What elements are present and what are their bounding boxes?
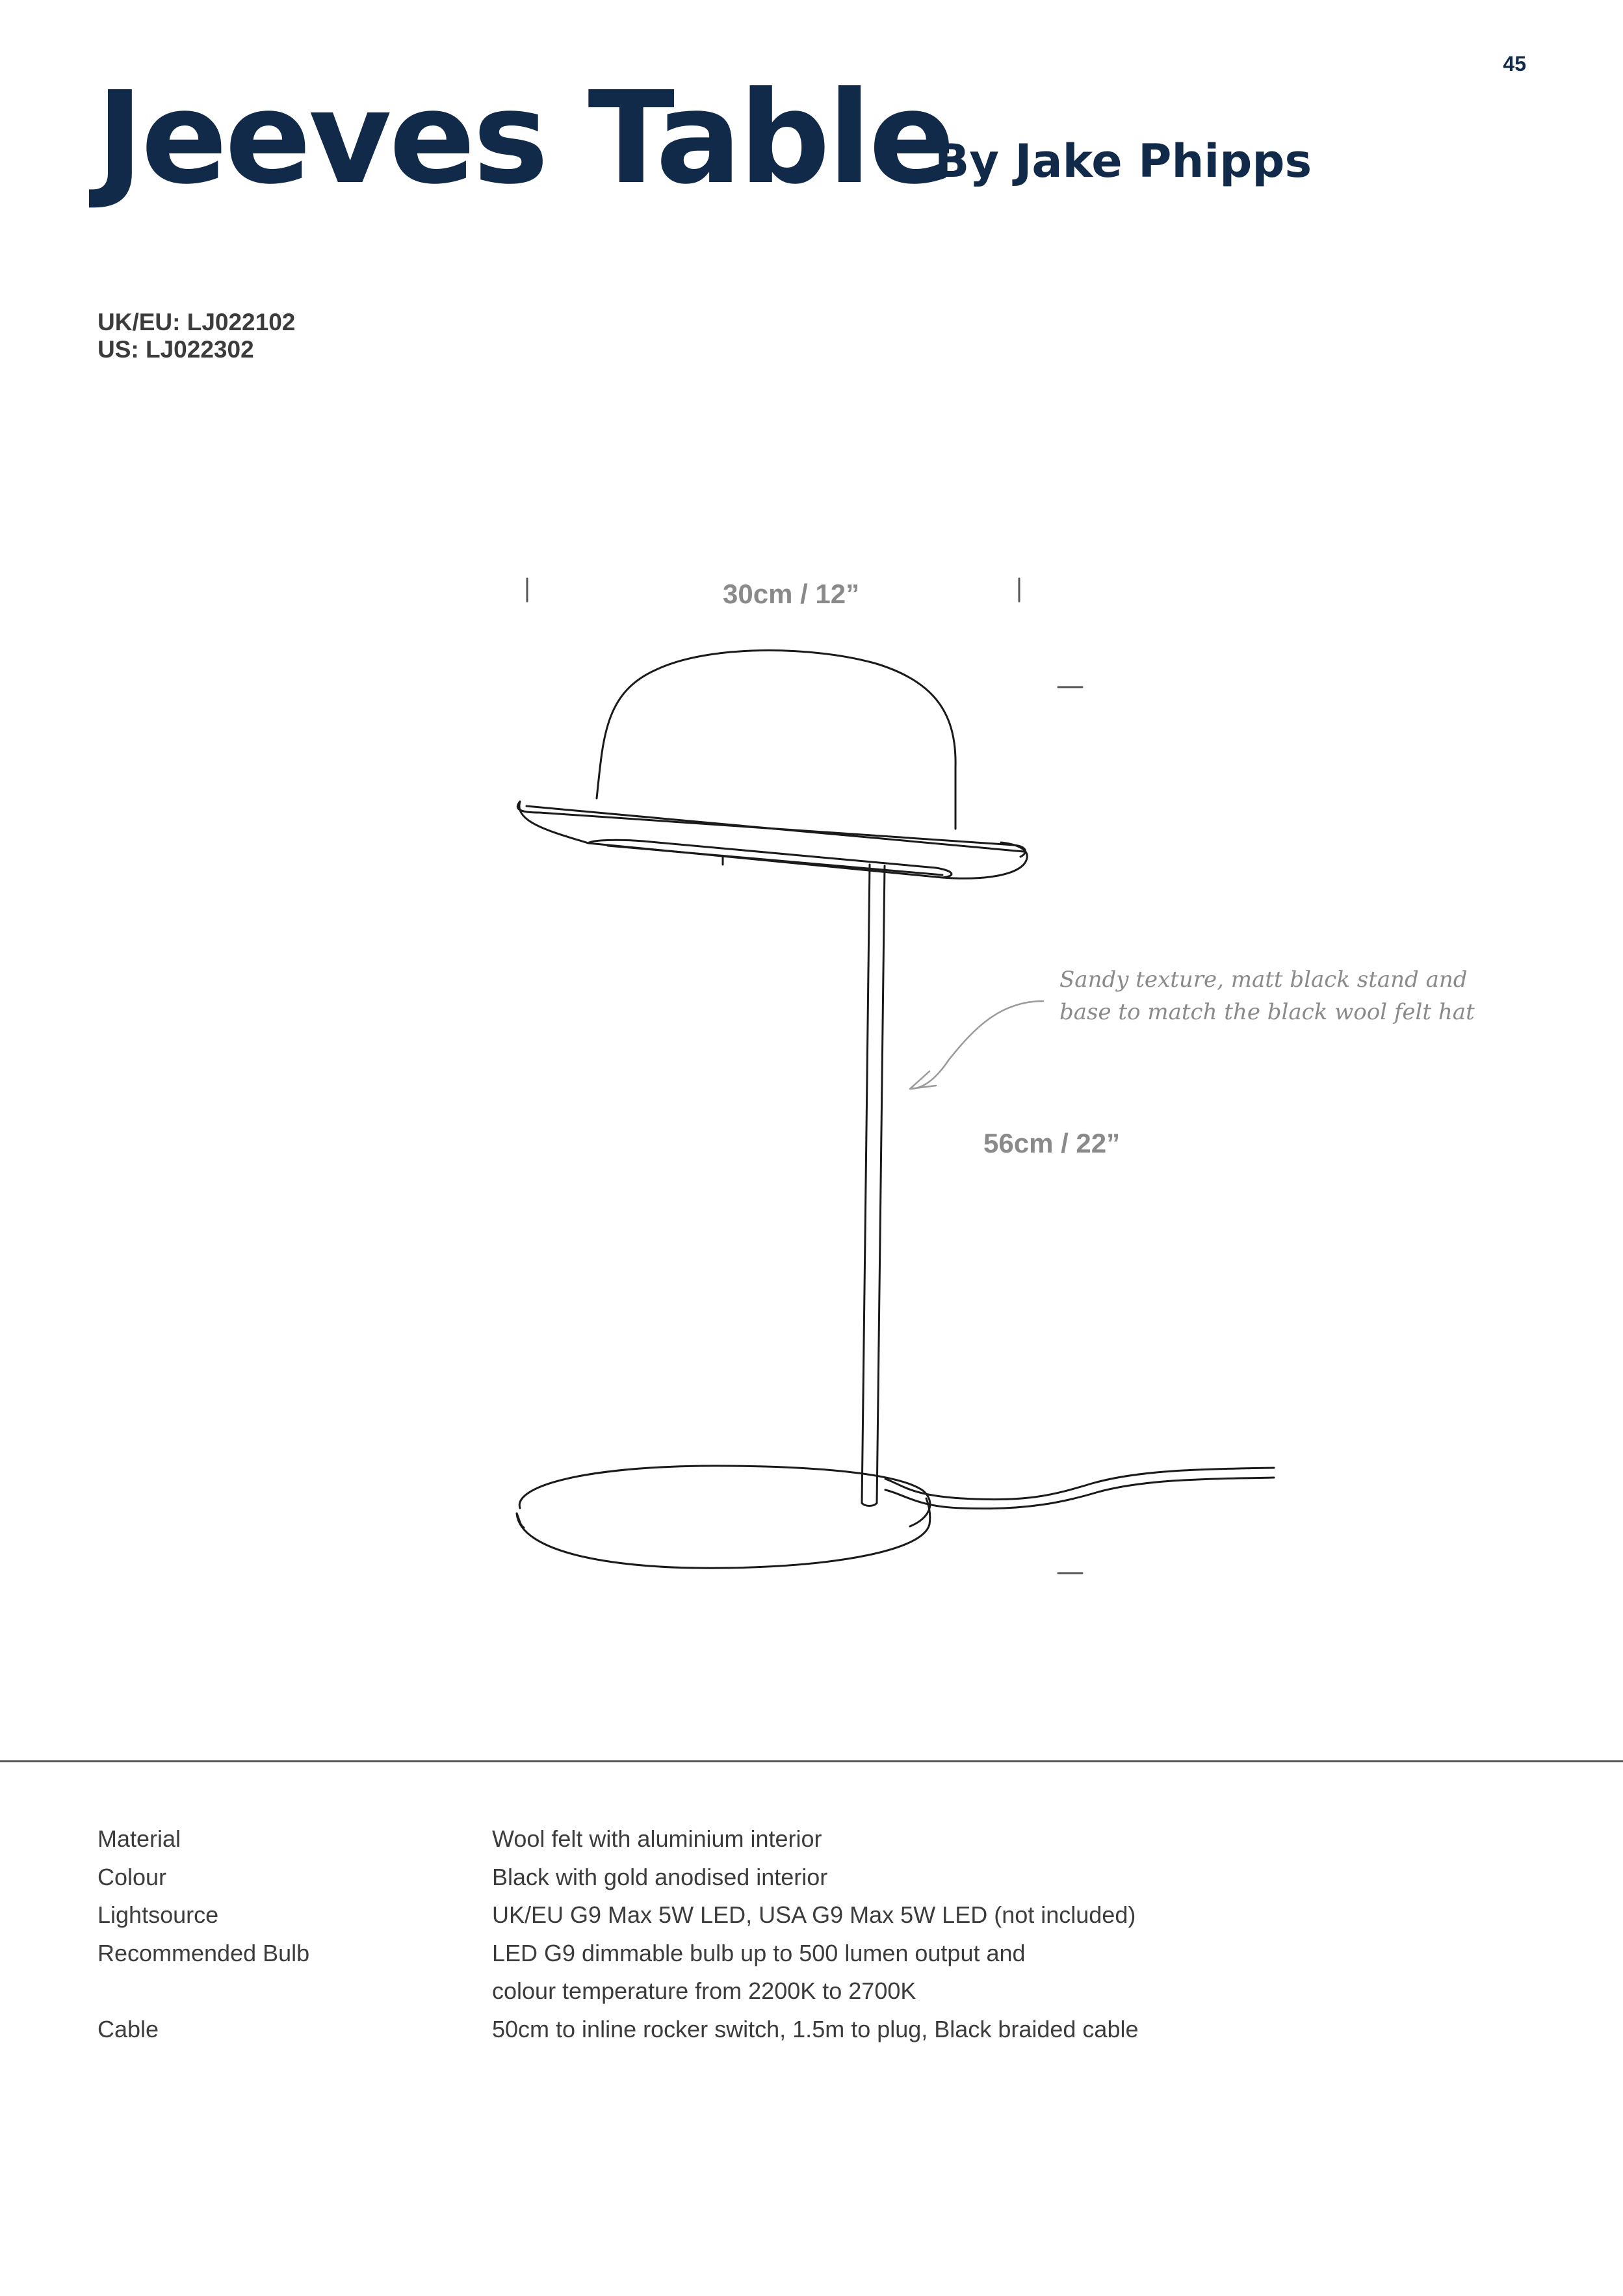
- spec-label: Material: [97, 1825, 181, 1852]
- annotation-line-2: base to match the black wool felt hat: [1059, 999, 1475, 1025]
- lamp-stem-left: [862, 865, 870, 1503]
- spec-value: colour temperature from 2200K to 2700K: [492, 1977, 916, 2004]
- lamp-base-bottom: [517, 1498, 930, 1568]
- height-dimension-label: 56cm / 22”: [983, 1128, 1121, 1158]
- width-dimension-label: 30cm / 12”: [723, 579, 860, 609]
- spec-row: [97, 1859, 1138, 1897]
- spec-row: [97, 1896, 1138, 1935]
- section-divider: [0, 1760, 1623, 1762]
- product-title: Jeeves Table: [96, 64, 953, 213]
- hat-crown: [597, 651, 955, 829]
- spec-label: Cable: [97, 2015, 159, 2042]
- spec-value: Wool felt with aluminium interior: [492, 1825, 822, 1852]
- spec-label: Lightsource: [97, 1901, 219, 1928]
- lamp-cable-top: [885, 1468, 1274, 1500]
- spec-table: [97, 1820, 1138, 2048]
- lamp-base-top: [519, 1466, 930, 1526]
- spec-row: [97, 1972, 1138, 2011]
- page-number: 45: [1503, 52, 1526, 75]
- code-us: US: LJ022302: [97, 336, 254, 363]
- hat-inner-rim-2: [608, 846, 942, 875]
- spec-row: [97, 1935, 1138, 1973]
- designer-credit: By Jake Phipps: [935, 135, 1312, 188]
- spec-value: Black with gold anodised interior: [492, 1863, 828, 1890]
- spec-label: Colour: [97, 1863, 167, 1890]
- spec-row: [97, 1820, 1138, 1859]
- spec-row: [97, 2011, 1138, 2049]
- lamp-stem-foot: [862, 1503, 877, 1506]
- code-uk-eu: UK/EU: LJ022102: [97, 309, 296, 335]
- lamp-stem-right: [877, 866, 885, 1503]
- annotation-line-1: Sandy texture, matt black stand and: [1059, 967, 1468, 993]
- material-annotation: [1059, 963, 1475, 1028]
- spec-label: [97, 1972, 492, 2011]
- annotation-arrow-line: [910, 1001, 1043, 1089]
- lamp-cable-bottom: [885, 1478, 1274, 1509]
- spec-label: Recommended Bulb: [97, 1939, 310, 1966]
- spec-value: UK/EU G9 Max 5W LED, USA G9 Max 5W LED (not included): [492, 1901, 1136, 1928]
- spec-value: 50cm to inline rocker switch, 1.5m to plug, Black braided cable: [492, 2015, 1139, 2042]
- spec-value: LED G9 dimmable bulb up to 500 lumen output and: [492, 1939, 1026, 1966]
